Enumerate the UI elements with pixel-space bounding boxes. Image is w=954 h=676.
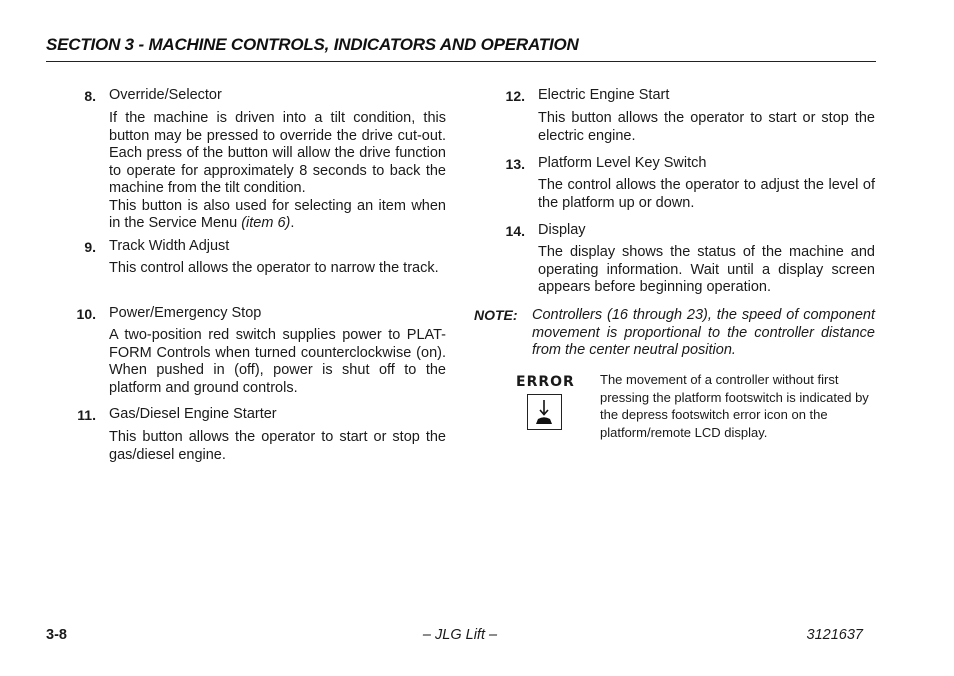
item-number: 10. bbox=[76, 306, 96, 322]
error-label: ERROR bbox=[516, 374, 575, 390]
item-title: Track Width Adjust bbox=[109, 238, 230, 254]
item-title: Display bbox=[538, 222, 586, 238]
item-description bbox=[109, 327, 446, 397]
item-paragraph: The display shows the status of the machine and operating information. Wait until a display screen appears before beginning operation. bbox=[538, 244, 875, 295]
item-text-tail: . bbox=[290, 215, 295, 231]
item-paragraph: A two-position red switch supplies power to PLAT-FORM Controls when turned counterclockwise (on). When pushed in (off), power is shut off to the platform and ground controls. bbox=[109, 327, 446, 396]
item-description bbox=[109, 260, 446, 278]
item-description bbox=[109, 429, 446, 464]
item-description bbox=[109, 110, 446, 233]
depress-footswitch-icon bbox=[527, 394, 562, 430]
item-paragraph bbox=[109, 198, 446, 233]
footer-brand: – JLG Lift – bbox=[422, 627, 498, 643]
item-number: 11. bbox=[77, 407, 96, 423]
item-number: 13. bbox=[505, 156, 525, 172]
header-divider bbox=[46, 61, 876, 62]
item-number: 12. bbox=[505, 88, 525, 104]
note-label: NOTE: bbox=[474, 307, 518, 323]
item-reference: (item 6) bbox=[241, 215, 291, 231]
item-description bbox=[538, 177, 875, 212]
item-number: 9. bbox=[84, 239, 96, 255]
item-description bbox=[538, 110, 875, 145]
item-paragraph: If the machine is driven into a tilt condition, this button may be pressed to override the drive cut-out. Each press of the button will allow the drive function to operate for approximately 8 seconds to back the machine from the tilt condition. bbox=[109, 110, 446, 196]
item-title: Gas/Diesel Engine Starter bbox=[109, 406, 277, 422]
item-paragraph: The control allows the operator to adjust the level of the platform up or down. bbox=[538, 177, 875, 211]
item-number: 8. bbox=[84, 88, 96, 104]
item-paragraph: This button allows the operator to start or stop the electric engine. bbox=[538, 110, 875, 144]
item-title: Platform Level Key Switch bbox=[538, 155, 707, 171]
item-title: Electric Engine Start bbox=[538, 87, 670, 103]
document-number: 3121637 bbox=[806, 627, 863, 643]
page-number: 3-8 bbox=[46, 627, 67, 643]
item-paragraph: This control allows the operator to narrow the track. bbox=[109, 260, 439, 276]
error-caption: The movement of a controller without first pressing the platform footswitch is indicated by the depress footswitch error icon on the platform/remote LCD display. bbox=[600, 372, 869, 441]
item-text: This button is also used for selecting an item when in the Service Menu bbox=[109, 197, 446, 231]
item-title: Power/Emergency Stop bbox=[109, 305, 262, 321]
item-title: Override/Selector bbox=[109, 87, 222, 103]
note-text: Controllers (16 through 23), the speed of component movement is proportional to the controller distance from the center neutral position. bbox=[532, 307, 875, 358]
item-number: 14. bbox=[505, 223, 525, 239]
item-description bbox=[538, 244, 875, 297]
item-paragraph: This button allows the operator to start or stop the gas/diesel engine. bbox=[109, 429, 446, 463]
section-title: SECTION 3 - MACHINE CONTROLS, INDICATORS AND OPERATION bbox=[46, 35, 579, 54]
